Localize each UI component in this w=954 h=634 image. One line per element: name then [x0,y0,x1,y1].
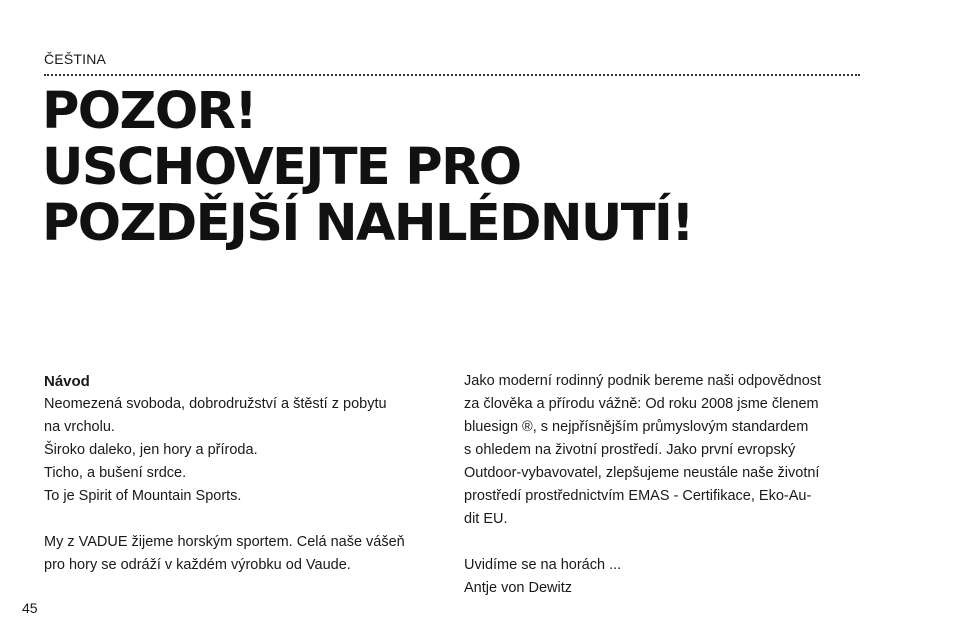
text-line: Ticho, a bušení srdce. [44,465,187,481]
headline-line: USCHOVEJTE PRO [42,138,521,197]
page-number: 45 [22,600,38,616]
text-line: pro hory se odráží v každém výrobku od Vaude. [44,557,351,573]
text-line: Neomezená svoboda, dobrodružství a štěstí z pobytu [44,396,387,412]
headline-line: POZDĚJŠÍ NAHLÉDNUTÍ! [42,194,693,253]
text-line: Uvidíme se na horách ... [464,557,622,573]
text-line: za člověka a přírodu vážně: Od roku 2008 jsme členem [464,396,819,412]
text-line: Jako moderní rodinný podnik bereme naši odpovědnost [464,373,822,389]
text-line: bluesign ®, s nejpřísnějším průmyslovým standardem [464,419,809,435]
page-headline [42,84,922,252]
paragraph-gap [464,531,864,554]
right-paragraphs [464,370,864,600]
text-line: prostředí prostřednictvím EMAS - Certifikace, Eko-Au- [464,488,812,504]
text-line: na vrcholu. [44,419,115,435]
text-line: To je Spirit of Mountain Sports. [44,488,242,504]
right-text-column [464,370,864,600]
dotted-divider [44,74,860,76]
text-line: Široko daleko, jen hory a příroda. [44,442,258,458]
headline-line: POZOR! [42,82,256,141]
section-heading: Návod [44,373,90,390]
left-text-column [44,370,434,577]
text-line: s ohledem na životní prostředí. Jako první evropský [464,442,796,458]
text-line: Outdoor-vybavovatel, zlepšujeme neustále naše životní [464,465,820,481]
paragraph-gap [44,508,434,531]
language-label: ČEŠTINA [44,51,107,67]
signature-name: Antje von Dewitz [464,580,572,596]
text-line: dit EU. [464,511,508,527]
text-line: My z VADUE žijeme horským sportem. Celá naše vášeň [44,534,405,550]
left-paragraphs [44,393,434,577]
